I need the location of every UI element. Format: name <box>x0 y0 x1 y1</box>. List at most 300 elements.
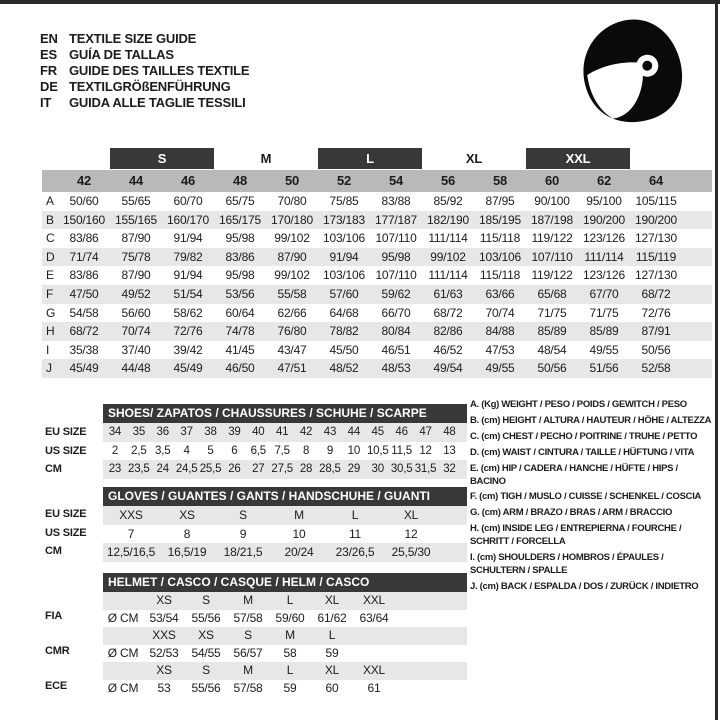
measure-value: 107/110 <box>375 268 417 283</box>
measure-value: 91/94 <box>329 249 359 264</box>
measure-value: 51/54 <box>173 286 203 301</box>
measure-value: 74/78 <box>225 324 255 339</box>
row-letter-f: F <box>46 286 54 301</box>
section-value: 9 <box>326 444 334 457</box>
measure-value: 55/58 <box>277 286 307 301</box>
section-filler <box>395 627 467 645</box>
section-filler <box>461 442 467 461</box>
size-number-46: 46 <box>180 173 196 188</box>
measure-value: 70/80 <box>277 194 307 208</box>
language-title-list <box>40 31 249 111</box>
row-filler <box>682 266 712 285</box>
measure-value: 75/78 <box>121 249 151 264</box>
size-group-m: M <box>260 151 272 166</box>
measure-value: 41/45 <box>225 342 255 357</box>
measure-value: 150/160 <box>63 212 105 227</box>
measure-value: 83/88 <box>381 194 411 208</box>
measure-value: 103/106 <box>323 231 365 246</box>
measure-row-d <box>42 248 712 267</box>
measure-value: 99/102 <box>430 249 466 264</box>
corner-spacer <box>42 170 58 192</box>
section-value: 10,5 <box>366 444 389 457</box>
section-row <box>103 543 467 562</box>
measure-value: 68/72 <box>69 324 99 339</box>
language-title-en: TEXTILE SIZE GUIDE <box>69 31 197 46</box>
section-row-label <box>45 660 69 678</box>
section-row-label: EU SIZE <box>45 426 87 438</box>
section-row-label: CM <box>45 463 62 475</box>
section-value: 30,5 <box>390 463 413 475</box>
measure-value: 46/50 <box>225 361 255 376</box>
measure-value: 57/60 <box>329 286 359 301</box>
measure-value: 49/54 <box>433 361 463 376</box>
section-value: 59/60 <box>275 610 305 625</box>
shoes-row-labels <box>45 423 86 479</box>
measure-value: 107/110 <box>375 231 417 246</box>
section-value: 11,5 <box>391 444 412 457</box>
section-value <box>353 645 395 663</box>
section-value: 55/56 <box>191 680 221 695</box>
measure-value: 49/55 <box>485 361 515 376</box>
row-filler <box>682 192 712 211</box>
measure-value: 83/86 <box>225 249 255 264</box>
legend-entry-d: D. (cm) WAIST / CINTURA / TAILLE / HÜFTUNG / VITA <box>470 446 695 458</box>
section-row-label: EU SIZE <box>45 508 87 520</box>
language-row <box>40 47 249 63</box>
language-title-it: GUIDA ALLE TAGLIE TESSILI <box>69 95 246 110</box>
size-group-s: S <box>110 148 214 169</box>
section-value: 27 <box>252 463 265 475</box>
measure-value: 50/60 <box>69 194 99 208</box>
section-value: 52/53 <box>149 645 179 660</box>
section-value: 10 <box>292 526 306 541</box>
section-value: 2,5 <box>131 444 147 457</box>
section-value: 6 <box>231 444 238 457</box>
size-number-58: 58 <box>492 173 508 188</box>
measure-value: 127/130 <box>635 231 677 246</box>
section-value: 34 <box>108 426 122 438</box>
measure-value: 45/50 <box>329 342 359 357</box>
section-filler <box>395 680 467 698</box>
section-value: 29 <box>347 463 361 475</box>
row-filler <box>682 341 712 360</box>
section-value: 10 <box>347 444 361 457</box>
measure-value: 45/49 <box>173 361 203 376</box>
measure-value: 173/183 <box>323 212 365 227</box>
measure-value: 84/88 <box>485 324 515 339</box>
language-code-fr: FR <box>40 63 57 78</box>
language-row <box>40 95 249 111</box>
section-value: 24,5 <box>175 463 198 475</box>
section-value: 18/21,5 <box>223 545 263 559</box>
measure-value: 71/75 <box>537 305 567 320</box>
section-value: 59 <box>325 645 339 660</box>
measurement-legend <box>470 399 714 597</box>
measure-value: 111/114 <box>428 268 468 283</box>
section-value: XL <box>324 663 340 677</box>
section-row <box>103 460 467 479</box>
section-value: S <box>202 593 210 607</box>
section-value: 11 <box>348 526 362 541</box>
section-filler <box>439 506 467 525</box>
language-title-de: TEXTILGRÖßENFÜHRUNG <box>69 79 231 94</box>
measure-value: 105/115 <box>635 194 677 208</box>
size-number-42: 42 <box>76 173 92 188</box>
section-value: XS <box>156 663 172 677</box>
section-value: 24 <box>156 463 169 475</box>
language-code-es: ES <box>40 47 57 62</box>
section-value: 23 <box>108 463 122 475</box>
measure-row-e <box>42 266 712 285</box>
measure-row-a <box>42 192 712 211</box>
section-row <box>103 506 467 525</box>
measure-value: 103/106 <box>323 268 365 283</box>
section-value: 61/62 <box>317 610 347 625</box>
unit-cell <box>103 627 143 645</box>
section-value: 27,5 <box>271 463 293 475</box>
section-value: M <box>243 593 253 607</box>
measure-value: 60/64 <box>225 305 255 320</box>
row-letter-b: B <box>46 212 54 227</box>
language-row <box>40 31 249 47</box>
section-value: 44 <box>347 426 361 438</box>
measure-value: 111/114 <box>428 231 468 246</box>
measure-value: 119/122 <box>531 231 573 246</box>
measure-value: 123/126 <box>583 268 625 283</box>
language-row <box>40 63 249 79</box>
measure-value: 95/98 <box>225 231 255 246</box>
measure-value: 95/100 <box>586 194 622 208</box>
section-filler <box>461 460 467 479</box>
section-filler <box>395 645 467 663</box>
legend-entry-e: E. (cm) HIP / CADERA / HANCHE / HÜFTE / HIPS / BACINO <box>470 462 678 487</box>
section-value: 56/57 <box>233 645 263 660</box>
row-filler <box>682 248 712 267</box>
measure-value: 123/126 <box>583 231 625 246</box>
measure-value: 90/100 <box>534 194 570 208</box>
measure-value: 87/95 <box>485 194 515 208</box>
measure-value: 99/102 <box>274 268 310 283</box>
measure-value: 87/91 <box>641 324 671 339</box>
measure-value: 43/47 <box>277 342 307 357</box>
measure-value: 190/200 <box>583 212 625 227</box>
section-row <box>103 627 467 645</box>
section-value: 25,5/30 <box>391 545 431 559</box>
measure-value: 70/74 <box>121 324 151 339</box>
measure-value: 54/58 <box>69 305 99 320</box>
row-letter-c: C <box>46 231 55 246</box>
section-value: 23,5 <box>128 463 150 475</box>
section-value: 53/54 <box>149 610 179 625</box>
measure-value: 47/51 <box>277 361 307 376</box>
section-value: 60 <box>325 680 339 695</box>
measure-value: 111/114 <box>584 249 624 264</box>
section-value: 12,5/16,5 <box>106 545 156 559</box>
language-title-fr: GUIDE DES TAILLES TEXTILE <box>69 63 250 78</box>
section-row <box>103 680 467 698</box>
section-value: 38 <box>204 426 217 438</box>
section-value: 54/55 <box>191 645 221 660</box>
section-value: 8 <box>183 526 191 541</box>
measure-value: 85/89 <box>589 324 619 339</box>
measure-value: 55/65 <box>121 194 151 208</box>
size-group-l: L <box>318 148 422 169</box>
section-value: 45 <box>371 426 384 438</box>
measure-value: 127/130 <box>635 268 677 283</box>
section-value: 2 <box>111 444 119 457</box>
section-row <box>103 645 467 663</box>
section-value: XXS <box>152 628 176 642</box>
section-value: 39 <box>228 426 241 438</box>
band-filler <box>682 170 712 192</box>
row-filler <box>682 229 712 248</box>
size-number-50: 50 <box>284 173 300 188</box>
section-value: M <box>294 508 304 522</box>
measure-value: 46/51 <box>381 342 411 357</box>
language-code-de: DE <box>40 79 58 94</box>
section-value: 9 <box>239 526 247 541</box>
measure-value: 177/187 <box>375 212 417 227</box>
section-value: XXL <box>362 593 386 607</box>
measure-value: 48/54 <box>537 342 567 357</box>
section-value: 47 <box>419 426 432 438</box>
section-value: 7,5 <box>274 444 290 457</box>
section-filler <box>439 525 467 544</box>
measure-value: 60/70 <box>173 194 203 208</box>
section-value: XXL <box>362 663 386 677</box>
measure-value: 68/72 <box>433 305 463 320</box>
measure-value: 99/102 <box>274 231 310 246</box>
section-value: 40 <box>252 426 265 438</box>
measure-value: 95/98 <box>381 249 411 264</box>
measure-value: 44/48 <box>121 361 151 376</box>
measure-value: 52/58 <box>641 361 671 376</box>
measure-value: 190/200 <box>635 212 677 227</box>
section-value: 48 <box>443 426 456 438</box>
section-value: S <box>244 628 252 642</box>
language-code-it: IT <box>40 95 52 110</box>
section-value: 25,5 <box>199 463 222 475</box>
size-number-56: 56 <box>440 173 456 188</box>
section-row-label: CM <box>45 545 62 557</box>
legend-entry-b: B. (cm) HEIGHT / ALTURA / HAUTEUR / HÖHE / ALTEZZA <box>470 414 712 426</box>
section-value: XL <box>324 593 340 607</box>
measure-value: 53/56 <box>225 286 255 301</box>
shoes-size-table <box>103 404 467 479</box>
section-row <box>103 592 467 610</box>
measure-value: 71/74 <box>69 249 99 264</box>
section-row-label <box>45 590 69 608</box>
section-value <box>353 627 395 645</box>
section-title-bar: SHOES/ ZAPATOS / CHAUSSURES / SCHUHE / SCARPE <box>103 404 467 423</box>
right-border-line <box>715 0 718 720</box>
measure-value: 51/56 <box>589 361 619 376</box>
size-number-48: 48 <box>232 173 248 188</box>
measure-value: 63/66 <box>485 286 515 301</box>
measure-value: 68/72 <box>641 286 671 301</box>
size-number-54: 54 <box>388 173 404 188</box>
row-letter-e: E <box>46 268 54 283</box>
row-filler <box>682 211 712 230</box>
measure-value: 47/50 <box>69 286 99 301</box>
section-value: 57/58 <box>233 680 263 695</box>
legend-entry-a: A. (Kg) WEIGHT / PESO / POIDS / GEWITCH / PESO <box>470 399 687 410</box>
section-row-label: US SIZE <box>45 444 87 457</box>
measure-value: 49/55 <box>589 342 619 357</box>
section-value: 13 <box>443 444 456 457</box>
section-value: 3,5 <box>155 444 171 457</box>
language-row <box>40 79 249 95</box>
unit-cell: Ø CM <box>107 610 139 625</box>
unit-cell <box>103 592 143 610</box>
measure-value: 75/85 <box>329 194 359 208</box>
measure-value: 82/86 <box>433 324 463 339</box>
row-filler <box>682 285 712 304</box>
section-filler <box>395 610 467 628</box>
measure-row-f <box>42 285 712 304</box>
section-row <box>103 442 467 461</box>
measure-value: 87/90 <box>277 249 307 264</box>
language-title-es: GUÍA DE TALLAS <box>69 47 174 62</box>
gloves-size-table <box>103 487 467 562</box>
measure-value: 50/56 <box>537 361 567 376</box>
section-row <box>103 525 467 544</box>
section-value: L <box>328 628 336 642</box>
section-filler <box>395 662 467 680</box>
section-value: 42 <box>299 426 313 438</box>
measure-value: 107/110 <box>531 249 573 264</box>
measure-row-j <box>42 359 712 378</box>
section-title-bar: GLOVES / GUANTES / GANTS / HANDSCHUHE / GUANTI <box>103 487 467 506</box>
measure-value: 56/60 <box>121 305 151 320</box>
section-value: XS <box>198 628 214 642</box>
measure-value: 185/195 <box>479 212 521 227</box>
legend-entry-h: H. (cm) INSIDE LEG / ENTREPIERNA / FOURCHE / SCHRITT / FORCELLA <box>470 523 682 548</box>
measure-value: 87/90 <box>121 231 151 246</box>
row-filler <box>682 322 712 341</box>
section-value: 4 <box>183 444 190 457</box>
measure-value: 85/92 <box>433 194 463 208</box>
size-number-row <box>42 170 712 192</box>
section-value: 61 <box>367 680 381 695</box>
section-value: S <box>239 508 247 522</box>
section-row-label <box>45 625 69 643</box>
measure-value: 187/198 <box>531 212 573 227</box>
section-value: 30 <box>371 463 384 475</box>
section-value: M <box>285 628 295 642</box>
size-group-header-row <box>42 148 712 169</box>
section-value: 53 <box>157 680 171 695</box>
measure-value: 64/68 <box>329 305 359 320</box>
measure-value: 170/180 <box>271 212 313 227</box>
section-value: 28 <box>299 463 313 475</box>
section-value: 12 <box>419 444 432 457</box>
section-row <box>103 662 467 680</box>
section-value: 37 <box>180 426 193 438</box>
measure-row-c <box>42 229 712 248</box>
measure-value: 78/82 <box>329 324 359 339</box>
section-value: 55/56 <box>191 610 221 625</box>
measure-value: 115/119 <box>635 249 677 264</box>
section-filler <box>461 423 467 442</box>
measure-value: 47/53 <box>485 342 515 357</box>
size-number-44: 44 <box>128 173 144 188</box>
section-value: 41 <box>275 426 289 438</box>
measure-value: 45/49 <box>69 361 99 376</box>
unit-cell: Ø CM <box>107 680 139 695</box>
section-value: 43 <box>323 426 337 438</box>
measure-value: 76/80 <box>277 324 307 339</box>
measure-value: 67/70 <box>589 286 619 301</box>
measure-value: 72/76 <box>641 305 671 320</box>
unit-cell <box>103 662 143 680</box>
section-value: 36 <box>156 426 169 438</box>
racing-helmet-icon <box>575 16 687 126</box>
measure-value: 59/62 <box>381 286 411 301</box>
measure-value: 83/86 <box>69 231 99 246</box>
section-value: 26 <box>228 463 241 475</box>
measure-row-b <box>42 211 712 230</box>
measure-value: 62/66 <box>277 305 307 320</box>
section-value: L <box>286 593 294 607</box>
measure-value: 48/52 <box>329 361 359 376</box>
section-value: 16,5/19 <box>167 545 207 559</box>
legend-entry-i: I. (cm) SHOULDERS / HOMBROS / ÉPAULES / SCHULTERN / SPALLE <box>470 552 664 576</box>
section-value: 46 <box>395 426 408 438</box>
section-value: XL <box>403 508 419 522</box>
measure-value: 83/86 <box>69 268 99 283</box>
measure-value: 85/89 <box>537 324 567 339</box>
measure-value: 103/106 <box>479 249 521 264</box>
gloves-row-labels <box>45 505 86 561</box>
unit-cell: Ø CM <box>107 645 139 660</box>
section-value: 7 <box>127 526 135 541</box>
measure-value: 182/190 <box>427 212 469 227</box>
helmet-row-labels <box>45 590 69 695</box>
size-group-xl: XL <box>465 151 483 166</box>
measure-value: 91/94 <box>173 231 203 246</box>
section-value: 8 <box>302 444 310 457</box>
legend-entry-c: C. (cm) CHEST / PECHO / POITRINE / TRUHE / PETTO <box>470 430 698 442</box>
section-row-label: ECE <box>45 679 68 692</box>
measure-value: 46/52 <box>433 342 463 357</box>
row-letter-j: J <box>46 361 52 376</box>
section-value: XS <box>179 508 195 522</box>
measure-value: 115/118 <box>479 268 521 283</box>
measure-value: 66/70 <box>381 305 411 320</box>
section-row <box>103 423 467 442</box>
language-code-en: EN <box>40 31 58 46</box>
measure-row-h <box>42 322 712 341</box>
measure-value: 95/98 <box>225 268 255 283</box>
measure-value: 87/90 <box>121 268 151 283</box>
section-value: L <box>286 663 294 677</box>
section-value: M <box>243 663 253 677</box>
section-filler <box>439 543 467 562</box>
row-letter-g: G <box>46 305 56 320</box>
section-value: 35 <box>132 426 146 438</box>
section-row-label: FIA <box>45 609 63 622</box>
row-filler <box>682 359 712 378</box>
section-title-bar: HELMET / CASCO / CASQUE / HELM / CASCO <box>103 573 467 592</box>
measure-value: 39/42 <box>173 342 203 357</box>
legend-entry-f: F. (cm) TIGH / MUSLO / CUISSE / SCHENKEL / COSCIA <box>470 491 702 503</box>
measure-value: 48/53 <box>381 361 411 376</box>
row-letter-h: H <box>46 324 55 339</box>
measure-value: 160/170 <box>167 212 209 227</box>
section-value: 63/64 <box>359 610 389 625</box>
size-number-62: 62 <box>596 173 612 188</box>
